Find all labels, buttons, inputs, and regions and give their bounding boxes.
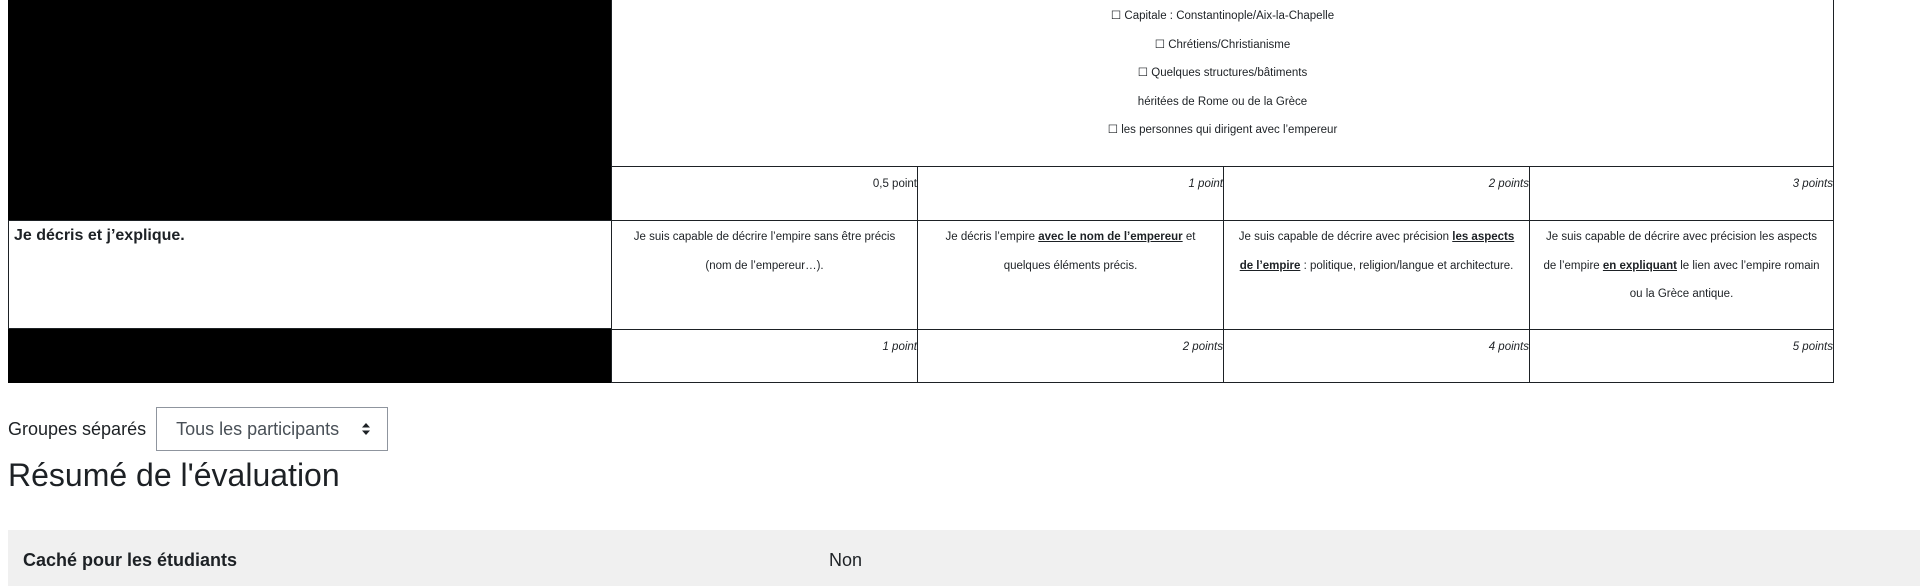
- groups-select-value: Tous les participants: [176, 418, 340, 439]
- description-text: Je décris l’empire: [945, 231, 1039, 243]
- level-score[interactable]: 2 points: [1223, 166, 1529, 220]
- level-description[interactable]: [917, 220, 1223, 329]
- description-line: ☐ Capitale : Constantinople/Aix-la-Chapelle: [1110, 10, 1335, 22]
- emphasis-text: en expliquant: [1602, 259, 1678, 272]
- level-score[interactable]: 4 points: [1223, 329, 1529, 383]
- description-text: Je suis capable de décrire avec précision les aspects de l’empire: [1543, 231, 1818, 272]
- summary-value: Non: [829, 550, 863, 570]
- level-score[interactable]: 0,5 point: [611, 166, 917, 220]
- level-description[interactable]: [1529, 220, 1834, 329]
- emphasis-text: avec le nom de l’empereur: [1038, 231, 1183, 243]
- emphasis-text: les aspects de l’empire: [1239, 231, 1515, 272]
- description-text: et quelques éléments précis.: [1003, 231, 1196, 272]
- summary-row: [8, 530, 1920, 586]
- level-score[interactable]: 1 point: [917, 166, 1223, 220]
- rubric-table: [8, 0, 1834, 383]
- level-description[interactable]: [1223, 220, 1529, 329]
- group-selector: [8, 407, 388, 451]
- criterion-name: Je décris et j’explique.: [8, 220, 611, 329]
- description-text: Je suis capable de décrire l’empire sans être précis (nom de l’empereur…).: [633, 231, 896, 272]
- redacted-block: [8, 0, 611, 220]
- level-score[interactable]: 3 points: [1529, 166, 1834, 220]
- description-line: ☐ les personnes qui dirigent avec l’empereur: [1107, 124, 1338, 136]
- description-line: ☐ Quelques structures/bâtiments: [1137, 67, 1308, 79]
- summary-title: Résumé de l'évaluation: [8, 457, 340, 493]
- updown-caret-icon: [361, 422, 371, 436]
- description-text: Je suis capable de décrire avec précision: [1238, 231, 1453, 243]
- level-description[interactable]: [611, 220, 917, 329]
- summary-key: Caché pour les étudiants: [23, 550, 238, 570]
- description-text: : politique, religion/langue et architecture.: [1300, 259, 1514, 272]
- level-score[interactable]: 1 point: [611, 329, 917, 383]
- redacted-block: [8, 329, 611, 383]
- description-line: ☐ Chrétiens/Christianisme: [1154, 38, 1291, 51]
- level-score[interactable]: 5 points: [1529, 329, 1834, 383]
- groups-select[interactable]: [156, 407, 388, 451]
- previous-criterion-description: [611, 0, 1834, 166]
- description-text: le lien avec l’empire romain ou la Grèce antique.: [1629, 259, 1820, 300]
- groups-label: Groupes séparés: [8, 418, 147, 439]
- level-score[interactable]: 2 points: [917, 329, 1223, 383]
- description-line: héritées de Rome ou de la Grèce: [1137, 95, 1308, 108]
